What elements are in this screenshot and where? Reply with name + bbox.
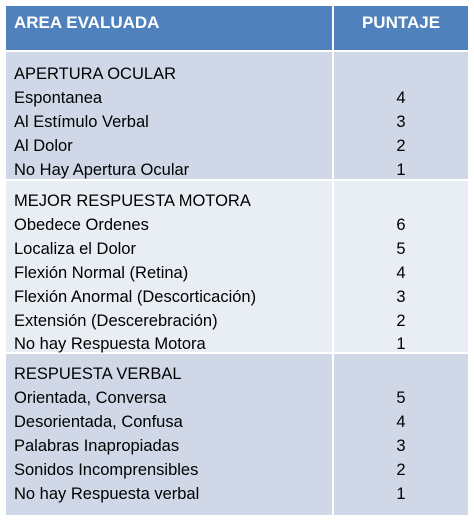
column-divider	[332, 6, 334, 515]
header-area: AREA EVALUADA	[14, 13, 160, 32]
row-label: Orientada, Conversa	[14, 389, 167, 407]
row-score: 2	[396, 312, 406, 330]
row-score: 2	[396, 461, 406, 479]
header-score: PUNTAJE	[361, 13, 441, 32]
row-label: Desorientada, Confusa	[14, 413, 183, 431]
table-row	[6, 386, 468, 410]
table-row	[6, 332, 468, 356]
row-label: No hay Respuesta Motora	[14, 335, 206, 353]
table-header	[6, 6, 468, 50]
section-title: APERTURA OCULAR	[14, 65, 176, 83]
row-score: 4	[396, 413, 406, 431]
row-label: Obedece Ordenes	[14, 216, 149, 234]
row-score: 3	[396, 113, 406, 131]
table-row	[6, 213, 468, 237]
table-row	[6, 309, 468, 333]
row-score: 2	[396, 137, 406, 155]
row-score: 1	[396, 161, 406, 179]
row-score: 4	[396, 89, 406, 107]
table-row	[6, 86, 468, 110]
row-label: Localiza el Dolor	[14, 240, 136, 258]
row-score: 6	[396, 216, 406, 234]
row-label: Extensión (Descerebración)	[14, 312, 218, 330]
table-row	[6, 285, 468, 309]
row-label: Al Dolor	[14, 137, 73, 155]
table-row	[6, 458, 468, 482]
table-row	[6, 434, 468, 458]
section-motor-response	[6, 181, 468, 352]
row-score: 5	[396, 240, 406, 258]
row-label: No hay Respuesta verbal	[14, 485, 200, 503]
row-label: Al Estímulo Verbal	[14, 113, 149, 131]
row-score: 5	[396, 389, 406, 407]
section-verbal-response	[6, 354, 468, 515]
row-label: Sonidos Incomprensibles	[14, 461, 199, 479]
section-eye-opening	[6, 52, 468, 179]
glasgow-scale-table	[6, 6, 468, 515]
row-score: 3	[396, 437, 406, 455]
table-row	[6, 482, 468, 506]
section-title: RESPUESTA VERBAL	[14, 365, 182, 383]
table-row	[6, 134, 468, 158]
row-label: Palabras Inapropiadas	[14, 437, 180, 455]
row-label: Flexión Anormal (Descorticación)	[14, 288, 257, 306]
table-row	[6, 158, 468, 182]
row-score: 3	[396, 288, 406, 306]
table-row	[6, 237, 468, 261]
table-row	[6, 261, 468, 285]
row-label: No Hay Apertura Ocular	[14, 161, 190, 179]
row-label: Espontanea	[14, 89, 103, 107]
row-score: 1	[396, 485, 406, 503]
row-score: 1	[396, 335, 406, 353]
row-score: 4	[396, 264, 406, 282]
section-title: MEJOR RESPUESTA MOTORA	[14, 192, 251, 210]
row-label: Flexión Normal (Retina)	[14, 264, 189, 282]
table-row	[6, 410, 468, 434]
table-row	[6, 110, 468, 134]
